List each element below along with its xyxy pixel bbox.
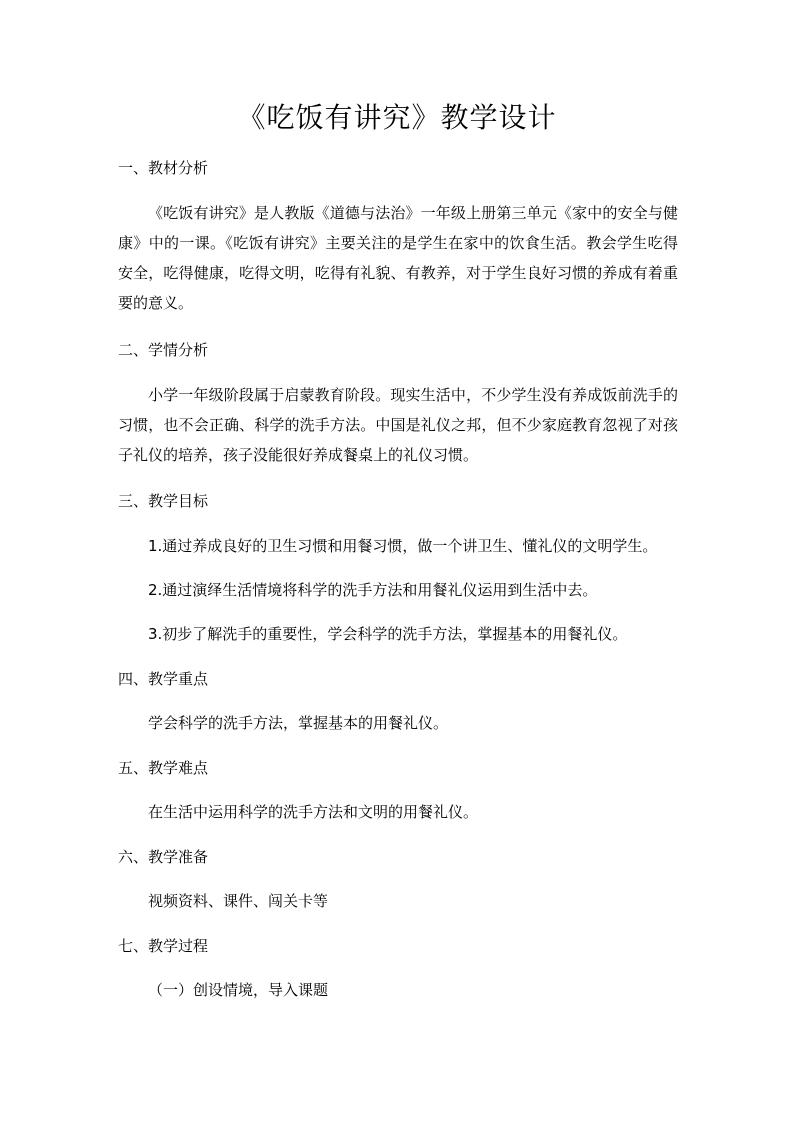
- section-heading-difficult-points: 五、教学难点: [118, 759, 209, 777]
- objective-item-3: 3.初步了解洗手的重要性，学会科学的洗手方法，掌握基本的用餐礼仪。: [148, 625, 628, 643]
- objective-item-2: 2.通过演绎生活情境将科学的洗手方法和用餐礼仪运用到生活中去。: [148, 581, 598, 599]
- section-heading-teaching-objectives: 三、教学目标: [118, 492, 209, 510]
- key-points-text: 学会科学的洗手方法，掌握基本的用餐礼仪。: [148, 714, 449, 732]
- section-heading-textbook-analysis: 一、教材分析: [118, 159, 209, 177]
- difficult-points-text: 在生活中运用科学的洗手方法和文明的用餐礼仪。: [148, 803, 479, 821]
- section-paragraph-student-analysis: 小学一年级阶段属于启蒙教育阶段。现实生活中，不少学生没有养成饭前洗手的习惯，也不会正确、科学的洗手方法。中国是礼仪之邦，但不少家庭教育忽视了对孩子礼仪的培养，孩子没能很好养成餐桌上的礼仪习惯。: [118, 386, 678, 464]
- section-heading-key-points: 四、教学重点: [118, 670, 209, 688]
- section-heading-student-analysis: 二、学情分析: [118, 341, 209, 359]
- process-step-1: （一）创设情境，导入课题: [148, 981, 329, 999]
- section-heading-teaching-process: 七、教学过程: [118, 937, 209, 955]
- section-paragraph-textbook-analysis: 《吃饭有讲究》是人教版《道德与法治》一年级上册第三单元《家中的安全与健康》中的一课。《吃饭有讲究》主要关注的是学生在家中的饮食生活。教会学生吃得安全，吃得健康，吃得文明，吃得有礼貌、有教养，对于学生良好习惯的养成有着重要的意义。: [118, 204, 678, 312]
- document-title: 《吃饭有讲究》教学设计: [237, 101, 557, 134]
- section-heading-preparation: 六、教学准备: [118, 848, 209, 866]
- objective-item-1: 1.通过养成良好的卫生习惯和用餐习惯，做一个讲卫生、懂礼仪的文明学生。: [148, 537, 658, 555]
- preparation-text: 视频资料、课件、闯关卡等: [148, 892, 329, 910]
